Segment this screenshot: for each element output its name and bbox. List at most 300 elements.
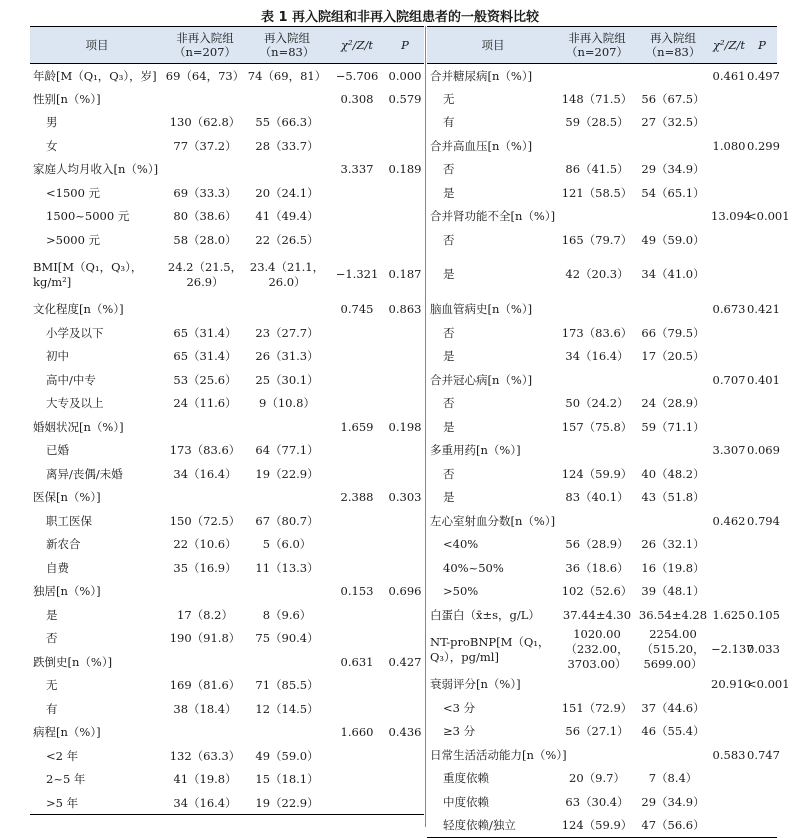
p-value: 0.421 (747, 302, 780, 317)
statistic-value: 3.337 (340, 162, 374, 177)
readmission-value: 26（31.3） (255, 349, 319, 364)
table-row (427, 486, 777, 510)
statistic-value: 13.094 (711, 209, 752, 224)
readmission-value: 54（65.1） (641, 185, 705, 200)
row-label: <40% (443, 537, 479, 552)
readmission-value: 27（32.5） (641, 115, 705, 130)
readmission-value (246, 158, 328, 182)
row-label: 男 (46, 115, 58, 130)
readmission-value: 37（44.6） (641, 700, 705, 715)
p-value (386, 674, 424, 698)
row-label: 衰弱评分[n（%）] (430, 677, 521, 692)
table-row (427, 205, 777, 229)
p-value: 0.863 (388, 302, 422, 317)
statistic-value: 3.307 (712, 443, 746, 458)
readmission-value: 20（24.1） (255, 185, 319, 200)
non-readmission-value: 80（38.6） (173, 209, 237, 224)
table-row (427, 181, 777, 205)
statistic-value (328, 627, 386, 651)
p-value: 0.000 (388, 68, 422, 83)
non-readmission-value: 157（75.8） (561, 419, 633, 434)
header-readmission: 再入院组 （n=83） (635, 27, 711, 64)
readmission-value: 19（22.9） (255, 466, 319, 481)
statistic-value (328, 205, 386, 229)
p-value (386, 368, 424, 392)
statistic-value: 1.080 (712, 138, 746, 153)
row-label: 白蛋白（x̄±s，g/L） (430, 607, 540, 622)
statistic-value: 0.308 (340, 91, 374, 106)
statistic-value: 0.461 (712, 68, 746, 83)
non-readmission-value: 20（9.7） (569, 771, 625, 786)
table-row (30, 627, 424, 651)
row-label: 无 (46, 678, 58, 693)
row-label: <1500 元 (46, 185, 101, 200)
non-readmission-value: 151（72.9） (561, 700, 633, 715)
non-readmission-value: 24（11.6） (173, 396, 237, 411)
non-readmission-value (559, 205, 635, 229)
row-label: 否 (443, 232, 455, 247)
table-row (30, 87, 424, 111)
row-label: 女 (46, 138, 58, 153)
table-caption: 表 1 再入院组和非再入院组患者的一般资料比较 (260, 10, 540, 25)
table-row (30, 252, 424, 298)
statistic-value: 0.673 (712, 302, 746, 317)
readmission-value: 22（26.5） (255, 232, 319, 247)
statistic-value (328, 345, 386, 369)
p-value (747, 228, 777, 252)
table-row (427, 87, 777, 111)
statistic-value: 2.388 (340, 490, 374, 505)
row-label: 婚姻状况[n（%）] (33, 419, 124, 434)
table-row (427, 134, 777, 158)
statistic-value (328, 509, 386, 533)
statistic-value (328, 134, 386, 158)
statistic-value (328, 321, 386, 345)
readmission-value: 43（51.8） (641, 490, 705, 505)
readmission-value: 36.54±4.28 (638, 607, 708, 622)
p-value (386, 439, 424, 463)
non-readmission-value: 102（52.6） (561, 584, 633, 599)
readmission-value: 23（27.7） (255, 325, 319, 340)
statistic-value (328, 111, 386, 135)
table-row (30, 509, 424, 533)
table-row (30, 298, 424, 322)
statistic-value (328, 439, 386, 463)
readmission-value: 15（18.1） (255, 772, 319, 787)
table-row (30, 321, 424, 345)
statistic-value (328, 697, 386, 721)
row-label: 否 (443, 162, 455, 177)
row-label: 左心室射血分数[n（%）] (430, 513, 556, 528)
table-row (30, 181, 424, 205)
readmission-value: 12（14.5） (255, 701, 319, 716)
non-readmission-value: 69（64，73） (165, 68, 245, 83)
table-row (30, 768, 424, 792)
readmission-value: 28（33.7） (255, 138, 319, 153)
p-value: 0.198 (388, 419, 422, 434)
p-value: <0.001 (747, 677, 790, 692)
p-value: 0.427 (388, 654, 422, 669)
p-value (747, 814, 777, 838)
p-value: 0.401 (747, 372, 780, 387)
p-value (386, 321, 424, 345)
row-label: 离异/丧偶/未婚 (46, 466, 123, 481)
non-readmission-value: 130（62.8） (169, 115, 241, 130)
row-label: 有 (443, 115, 455, 130)
non-readmission-value: 36（18.6） (565, 560, 629, 575)
p-value (747, 111, 777, 135)
p-value (386, 462, 424, 486)
row-label: 1500~5000 元 (46, 209, 130, 224)
row-label: 否 (443, 325, 455, 340)
table-row (427, 228, 777, 252)
statistic-value (711, 181, 747, 205)
row-label: 家庭人均月收入[n（%）] (33, 162, 159, 177)
row-label: 初中 (46, 349, 69, 364)
readmission-value: 16（19.8） (641, 560, 705, 575)
p-value (386, 556, 424, 580)
readmission-value (635, 368, 711, 392)
non-readmission-value: 41（19.8） (173, 772, 237, 787)
table-row (427, 462, 777, 486)
non-readmission-value: 50（24.2） (565, 396, 629, 411)
readmission-value: 39（48.1） (641, 584, 705, 599)
p-value (386, 134, 424, 158)
row-label: >5 年 (30, 791, 164, 815)
readmission-value (635, 743, 711, 767)
readmission-value (246, 87, 328, 111)
statistic-value (328, 791, 386, 815)
table-row (427, 252, 777, 298)
readmission-value: 24（28.9） (641, 396, 705, 411)
table-row (427, 696, 777, 720)
non-readmission-value: 124（59.9） (561, 466, 633, 481)
p-value (386, 228, 424, 252)
header-p-value: P (386, 27, 424, 64)
table-row (30, 721, 424, 745)
non-readmission-value (559, 298, 635, 322)
row-label: ≥3 分 (443, 724, 476, 739)
p-value: 0.069 (747, 443, 780, 458)
p-value: 0.436 (388, 725, 422, 740)
non-readmission-value: 38（18.4） (173, 701, 237, 716)
column-divider (425, 26, 426, 827)
readmission-value: 17（20.5） (641, 349, 705, 364)
p-value (747, 533, 777, 557)
p-value (386, 791, 424, 815)
table-row (427, 627, 777, 673)
right-table-header (427, 27, 777, 64)
statistic-value: −5.706 (335, 68, 379, 83)
table-row (30, 462, 424, 486)
statistic-value: 0.462 (712, 513, 746, 528)
row-label: 合并高血压[n（%）] (430, 138, 533, 153)
non-readmission-value: 190（91.8） (169, 631, 241, 646)
row-label: 大专及以上 (46, 396, 104, 411)
table-row (30, 205, 424, 229)
p-value: 0.299 (747, 138, 780, 153)
p-value (386, 768, 424, 792)
readmission-value: 75（90.4） (255, 631, 319, 646)
row-label: 中度依赖 (443, 794, 489, 809)
table-row (30, 650, 424, 674)
table-row (427, 321, 777, 345)
statistic-value (711, 415, 747, 439)
readmission-value: 66（79.5） (641, 325, 705, 340)
p-value: <0.001 (747, 209, 790, 224)
readmission-value (635, 439, 711, 463)
p-value (747, 486, 777, 510)
non-readmission-value: 1020.00（232.00，3703.00） (565, 627, 629, 671)
statistic-value (711, 814, 747, 838)
non-readmission-value (559, 439, 635, 463)
readmission-value: 23.4（21.1，26.0） (249, 259, 325, 289)
readmission-value: 67（80.7） (255, 513, 319, 528)
table-row (427, 415, 777, 439)
readmission-value (246, 580, 328, 604)
non-readmission-value: 22（10.6） (173, 537, 237, 552)
p-value (747, 345, 777, 369)
row-label: 是 (443, 490, 455, 505)
table-row (30, 158, 424, 182)
table-row (30, 556, 424, 580)
p-value (747, 767, 777, 791)
non-readmission-value: 86（41.5） (565, 162, 629, 177)
row-label: 轻度依赖/独立 (427, 814, 559, 838)
p-value: 0.033 (747, 642, 780, 656)
statistic-value: −1.321 (335, 267, 379, 281)
row-label: 日常生活活动能力[n（%）] (430, 747, 567, 762)
readmission-value: 19（22.9） (246, 791, 328, 815)
statistic-value (328, 462, 386, 486)
non-readmission-value: 65（31.4） (173, 325, 237, 340)
non-readmission-value: 37.44±4.30 (562, 607, 632, 622)
table-row (30, 415, 424, 439)
row-label: 否 (46, 631, 58, 646)
p-value (386, 205, 424, 229)
readmission-value: 74（69，81） (247, 68, 327, 83)
statistic-value: 0.631 (340, 654, 374, 669)
statistic-value (328, 368, 386, 392)
right-table-body (427, 64, 790, 838)
statistic-value (711, 720, 747, 744)
readmission-value: 9（10.8） (259, 396, 315, 411)
p-value: 0.497 (747, 68, 780, 83)
table-row (30, 580, 424, 604)
table-row (427, 509, 777, 533)
p-value: 0.303 (388, 490, 422, 505)
non-readmission-value (559, 368, 635, 392)
row-label: 小学及以下 (46, 325, 104, 340)
table-row (30, 345, 424, 369)
non-readmission-value: 169（81.6） (169, 678, 241, 693)
statistic-value (711, 580, 747, 604)
table-row (30, 228, 424, 252)
statistic-value (711, 321, 747, 345)
non-readmission-value: 77（37.2） (173, 138, 237, 153)
statistic-value: 0.707 (712, 372, 746, 387)
table-row (427, 580, 777, 604)
readmission-value (246, 415, 328, 439)
statistic-value (711, 462, 747, 486)
row-label: 脑血管病史[n（%）] (430, 302, 533, 317)
row-label: 跌倒史[n（%）] (33, 654, 113, 669)
statistic-value (711, 111, 747, 135)
statistic-value (328, 533, 386, 557)
right-data-table (427, 26, 790, 838)
row-label: 是 (443, 267, 455, 281)
row-label: <3 分 (443, 700, 476, 715)
statistic-value (711, 533, 747, 557)
header-p-value: P (747, 27, 777, 64)
statistic-value (711, 392, 747, 416)
p-value (747, 321, 777, 345)
non-readmission-value (164, 415, 246, 439)
left-data-table (30, 26, 424, 815)
readmission-value: 8（9.6） (262, 607, 312, 622)
p-value (386, 111, 424, 135)
readmission-value: 41（49.4） (255, 209, 319, 224)
statistic-value (328, 674, 386, 698)
row-label: 自费 (46, 560, 69, 575)
non-readmission-value: 34（16.4） (164, 791, 246, 815)
statistic-value (328, 228, 386, 252)
statistic-value: 0.583 (712, 747, 746, 762)
non-readmission-value: 59（28.5） (565, 115, 629, 130)
readmission-value (246, 486, 328, 510)
table-row (427, 298, 777, 322)
p-value: 0.189 (388, 162, 422, 177)
row-label: 已婚 (46, 443, 69, 458)
non-readmission-value (559, 743, 635, 767)
table-row (427, 720, 777, 744)
non-readmission-value: 165（79.7） (561, 232, 633, 247)
readmission-value: 26（32.1） (641, 537, 705, 552)
row-label: 是 (443, 349, 455, 364)
readmission-value: 64（77.1） (255, 443, 319, 458)
non-readmission-value (164, 298, 246, 322)
table-row (30, 134, 424, 158)
row-label: 有 (46, 701, 58, 716)
row-label: <2 年 (46, 748, 79, 763)
statistic-value (328, 181, 386, 205)
readmission-value (635, 298, 711, 322)
p-value: 0.794 (747, 513, 780, 528)
p-value (386, 627, 424, 651)
row-label: 年龄[M（Q₁，Q₃），岁] (33, 68, 157, 83)
row-label: 2~5 年 (46, 772, 86, 787)
statistic-value (711, 486, 747, 510)
statistic-value: 1.625 (712, 607, 746, 622)
p-value (747, 720, 777, 744)
readmission-value: 49（59.0） (255, 748, 319, 763)
statistic-value: −2.137 (711, 642, 754, 656)
readmission-value: 29（34.9） (641, 794, 705, 809)
readmission-value: 7（8.4） (648, 771, 698, 786)
row-label: 否 (443, 466, 455, 481)
p-value (386, 533, 424, 557)
header-readmission: 再入院组 （n=83） (246, 27, 328, 64)
row-label: 独居[n（%）] (33, 584, 101, 599)
p-value (747, 696, 777, 720)
statistic-value (328, 603, 386, 627)
p-value (747, 790, 777, 814)
table-row (427, 767, 777, 791)
left-table-body (30, 64, 424, 815)
row-label: 合并冠心病[n（%）] (430, 372, 533, 387)
statistic-value: 0.745 (340, 302, 374, 317)
p-value (747, 252, 777, 298)
non-readmission-value: 83（40.1） (565, 490, 629, 505)
table-row (427, 790, 777, 814)
table-row (30, 697, 424, 721)
non-readmission-value: 34（16.4） (565, 349, 629, 364)
p-value (747, 392, 777, 416)
table-row (427, 603, 777, 627)
table-row (30, 486, 424, 510)
non-readmission-value: 24.2（21.5，26.9） (167, 259, 243, 289)
readmission-value: 25（30.1） (255, 372, 319, 387)
statistic-value (711, 158, 747, 182)
statistic-value: 1.659 (340, 419, 374, 434)
non-readmission-value: 173（83.6） (561, 325, 633, 340)
table-row (30, 603, 424, 627)
non-readmission-value: 69（33.3） (173, 185, 237, 200)
row-label: 高中/中专 (46, 372, 96, 387)
readmission-value: 55（66.3） (255, 115, 319, 130)
table-row (427, 439, 777, 463)
readmission-value (635, 205, 711, 229)
row-label: 否 (443, 396, 455, 411)
row-label: 40%~50% (443, 560, 504, 575)
non-readmission-value (164, 158, 246, 182)
readmission-value: 56（67.5） (641, 91, 705, 106)
p-value: 0.696 (388, 584, 422, 599)
row-label: 是 (443, 185, 455, 200)
statistic-value: 20.910 (711, 677, 752, 692)
non-readmission-value (164, 87, 246, 111)
readmission-value: 34（41.0） (641, 267, 705, 281)
header-item: 项目 (30, 27, 164, 64)
row-label: 职工医保 (46, 513, 92, 528)
non-readmission-value (559, 509, 635, 533)
table-row (427, 345, 777, 369)
readmission-value: 40（48.2） (641, 466, 705, 481)
readmission-value (635, 673, 711, 697)
p-value (386, 509, 424, 533)
table-row (427, 392, 777, 416)
row-label: NT-proBNP[M（Q₁，Q₃），pg/ml] (430, 634, 550, 664)
p-value (386, 603, 424, 627)
header-non-readmission: 非再入院组 （n=207） (164, 27, 246, 64)
row-label: 性别[n（%）] (33, 91, 101, 106)
p-value (386, 392, 424, 416)
readmission-value (246, 650, 328, 674)
non-readmission-value: 42（20.3） (565, 267, 629, 281)
readmission-value: 71（85.5） (255, 678, 319, 693)
p-value: 0.105 (747, 607, 780, 622)
non-readmission-value: 53（25.6） (173, 372, 237, 387)
row-label: 重度依赖 (443, 771, 489, 786)
row-label: BMI[M（Q₁，Q₃），kg/m²] (33, 259, 143, 289)
non-readmission-value: 132（63.3） (169, 748, 241, 763)
statistic-value (711, 252, 747, 298)
header-non-readmission: 非再入院组 （n=207） (559, 27, 635, 64)
table-row (30, 368, 424, 392)
non-readmission-value: 56（28.9） (565, 537, 629, 552)
left-table-header (30, 27, 424, 64)
readmission-value: 2254.00（515.20，5699.00） (641, 627, 705, 671)
